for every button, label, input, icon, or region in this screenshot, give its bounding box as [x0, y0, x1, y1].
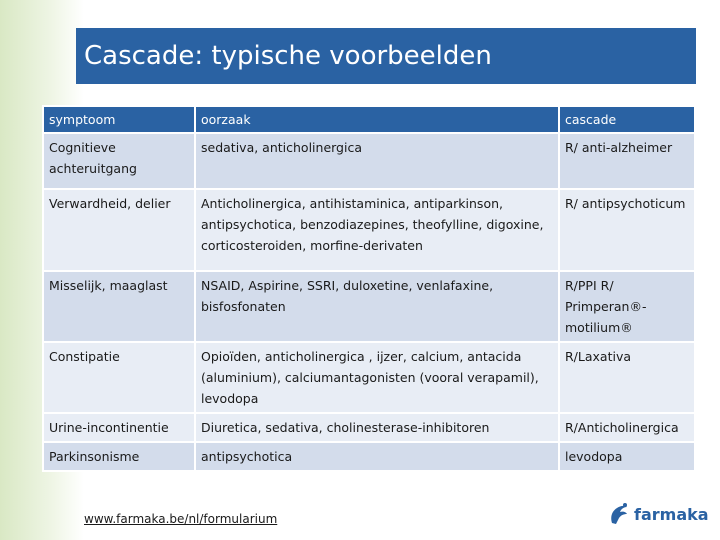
symptom-cell: Verwardheid, delier: [43, 189, 195, 271]
symptom-cell: Cognitieve achteruitgang: [43, 133, 195, 189]
cause-cell: Diuretica, sedativa, cholinesterase-inhibitoren: [195, 413, 559, 442]
cascade-cell: R/Laxativa: [559, 342, 695, 413]
symptom-cell: Urine-incontinentie: [43, 413, 195, 442]
table-row: [43, 189, 695, 271]
farmaka-logo-icon: [606, 501, 632, 527]
table-row: [43, 342, 695, 413]
cascade-cell: R/Anticholinergica: [559, 413, 695, 442]
table-row: [43, 133, 695, 189]
header-cascade: cascade: [559, 106, 695, 133]
table-row: [43, 413, 695, 442]
slide-title: Cascade: typische voorbeelden: [76, 28, 696, 84]
header-symptom: symptoom: [43, 106, 195, 133]
cascade-table: [42, 105, 696, 472]
symptom-cell: Misselijk, maaglast: [43, 271, 195, 342]
cause-cell: antipsychotica: [195, 442, 559, 471]
symptom-cell: Constipatie: [43, 342, 195, 413]
formularium-link[interactable]: www.farmaka.be/nl/formularium: [84, 512, 278, 526]
table-row: [43, 271, 695, 342]
cascade-cell: R/ anti-alzheimer: [559, 133, 695, 189]
farmaka-logo: [606, 500, 709, 528]
cascade-cell: R/PPI R/ Primperan®-motilium®: [559, 271, 695, 342]
cascade-cell: R/ antipsychoticum: [559, 189, 695, 271]
cascade-cell: levodopa: [559, 442, 695, 471]
header-cause: oorzaak: [195, 106, 559, 133]
cause-cell: Anticholinergica, antihistaminica, antiparkinson, antipsychotica, benzodiazepines, theofylline, digoxine, corticosteroiden, morfine-derivaten: [195, 189, 559, 271]
cause-cell: sedativa, anticholinergica: [195, 133, 559, 189]
symptom-cell: Parkinsonisme: [43, 442, 195, 471]
logo-text: farmaka: [634, 504, 709, 524]
table-row: [43, 442, 695, 471]
cause-cell: Opioïden, anticholinergica , ijzer, calcium, antacida (aluminium), calciumantagonisten (vooral verapamil), levodopa: [195, 342, 559, 413]
cause-cell: NSAID, Aspirine, SSRI, duloxetine, venlafaxine, bisfosfonaten: [195, 271, 559, 342]
table-header-row: [43, 106, 695, 133]
